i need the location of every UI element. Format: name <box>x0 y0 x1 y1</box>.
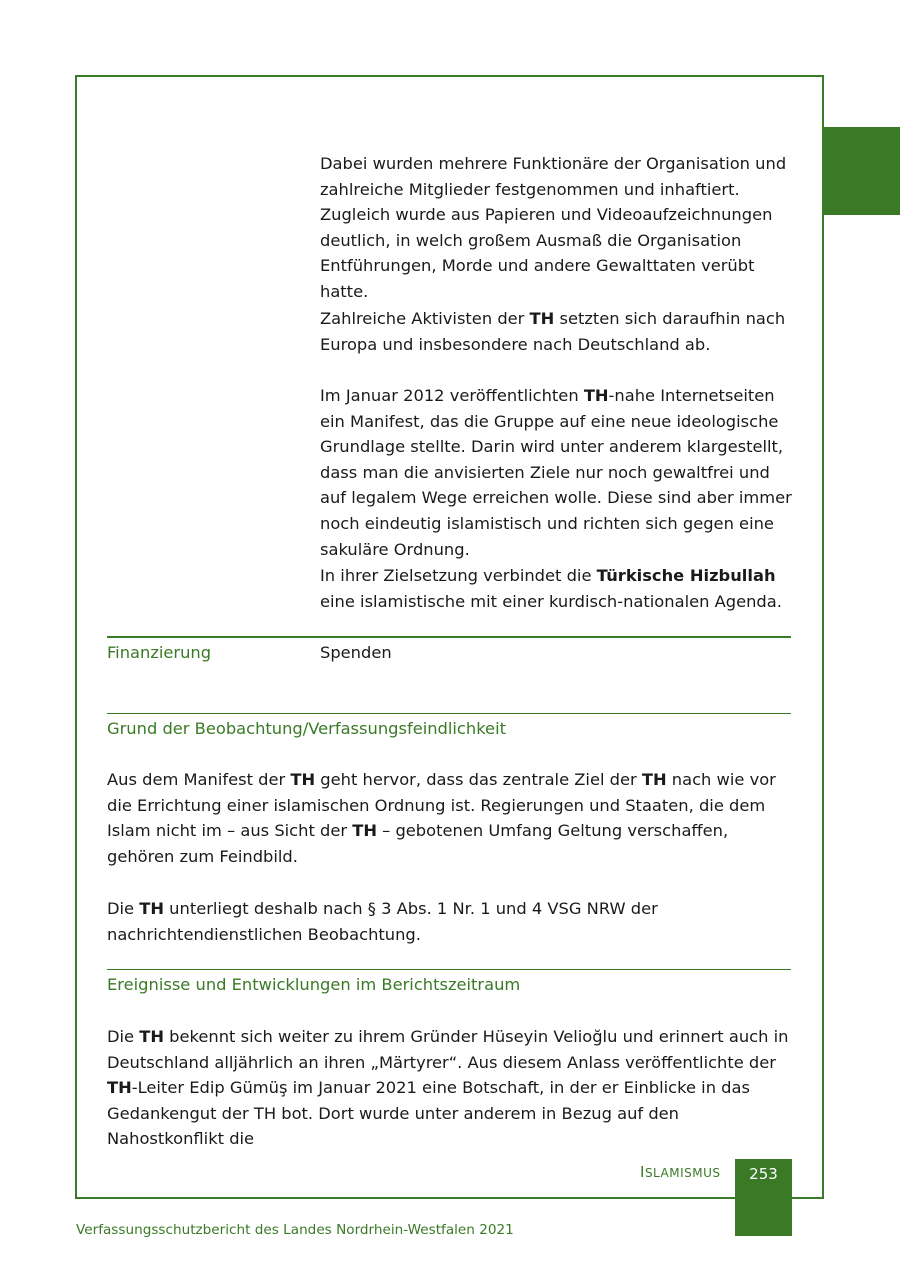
intro-paragraph-1: Dabei wurden mehrere Funktionäre der Organisation und zahlreiche Mitglieder festgenommen und inhaftiert. Zugleich wurde aus Papieren und Videoaufzeichnungen deutlich, in welch großem Ausmaß die Organisation Entführungen, Morde und andere Gewalttaten verübt hatte. <box>320 154 787 301</box>
intro-paragraph-4: In ihrer Zielsetzung verbindet die Türkische Hizbullah eine islamistische mit einer kurdisch-nationalen Agenda. <box>320 566 782 611</box>
intro-paragraph-3: Im Januar 2012 veröffentlichten TH-nahe Internetseiten ein Manifest, das die Gruppe auf eine neue ideologische Grundlage stellte. Darin wird unter anderem klargestellt, dass man die anvisierten Ziele nur noch gewaltfrei und auf legalem Wege erreichen wolle. Diese sind aber immer noch eindeutig islamistisch und richten sich gegen eine sakuläre Ordnung. <box>320 386 792 559</box>
events-heading: Ereignisse und Entwicklungen im Berichtszeitraum <box>107 975 521 994</box>
grounds-heading: Grund der Beobachtung/Verfassungsfeindlichkeit <box>107 719 506 738</box>
chapter-tab-marker <box>822 127 900 215</box>
intro-paragraph-2: Zahlreiche Aktivisten der TH setzten sich daraufhin nach Europa und insbesondere nach Deutschland ab. <box>320 309 786 354</box>
organization-name: Türkische Hizbullah <box>596 566 776 585</box>
intro-column <box>320 151 800 305</box>
th-abbrev: TH <box>583 386 609 405</box>
section-divider <box>107 969 791 970</box>
events-paragraph-1: Die TH bekennt sich weiter zu ihrem Gründer Hüseyin Velioğlu und erinnert auch in Deutschland alljährlich an ihren „Märtyrer“. Aus diesem Anlass veröffentlichte der TH-Leiter Edip Gümüş im Januar 2021 eine Botschaft, in der er Einblicke in das Gedankengut der TH bot. Dort wurde unter anderem in Bezug auf den Nahostkonflikt die <box>107 1027 789 1149</box>
grounds-paragraph-2: Die TH unterliegt deshalb nach § 3 Abs. 1 Nr. 1 und 4 VSG NRW der nachrichtendienstlichen Beobachtung. <box>107 899 658 944</box>
page-number-box <box>735 1159 792 1236</box>
page-number: 253 <box>749 1165 778 1183</box>
grounds-paragraph-1: Aus dem Manifest der TH geht hervor, dass das zentrale Ziel der TH nach wie vor die Errichtung einer islamischen Ordnung ist. Regierungen und Staaten, die dem Islam nicht im – aus Sicht der TH – gebotenen Umfang Geltung verschaffen, gehören zum Feindbild. <box>107 770 776 866</box>
section-divider <box>107 713 791 714</box>
running-section-title: ISLAMISMUS <box>640 1163 721 1181</box>
financing-value: Spenden <box>320 643 392 662</box>
section-divider <box>107 636 791 638</box>
financing-label: Finanzierung <box>107 643 212 662</box>
report-title: Verfassungsschutzbericht des Landes Nordrhein-Westfalen 2021 <box>76 1222 514 1238</box>
th-abbrev: TH <box>529 309 555 328</box>
